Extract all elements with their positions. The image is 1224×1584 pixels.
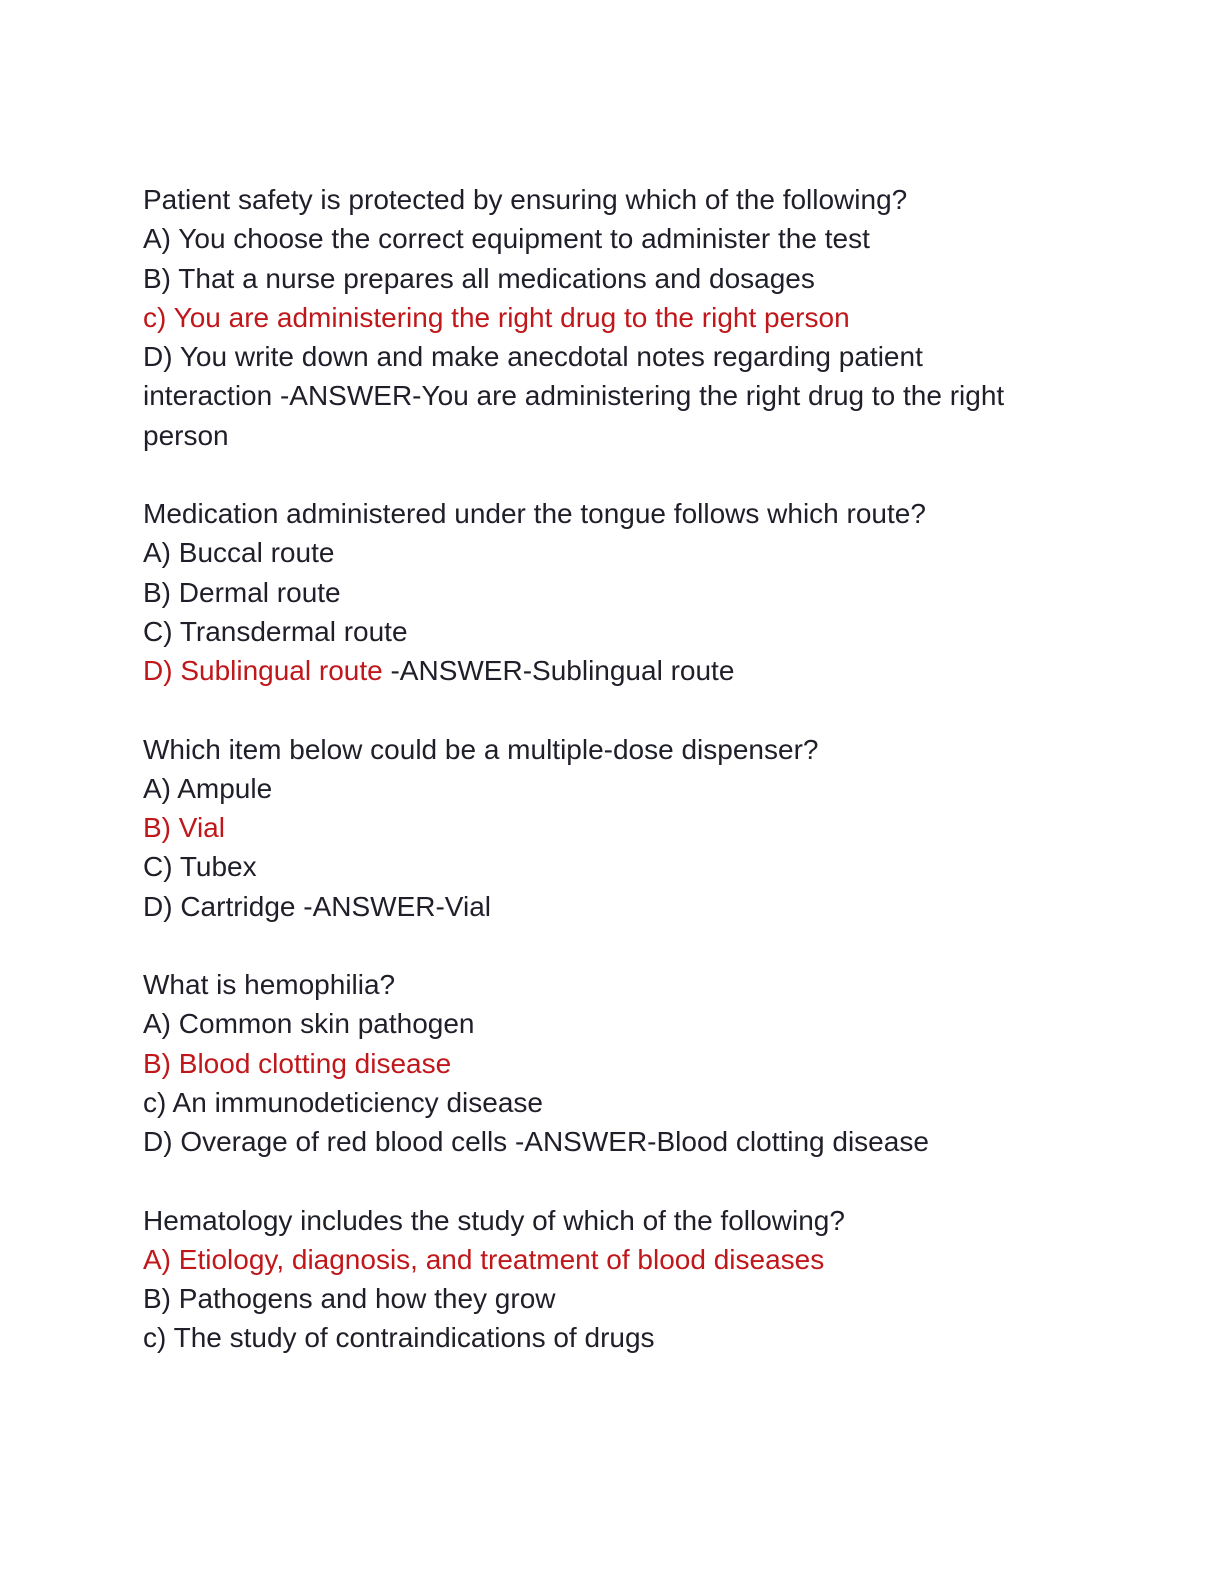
option-d-with-answer: D) Cartridge -ANSWER-Vial — [143, 890, 491, 922]
question-text: Patient safety is protected by ensuring which of the following? — [143, 184, 908, 215]
option-c: c) An immunodeticiency disease — [143, 1086, 543, 1118]
answer-suffix: -ANSWER-Sublingual route — [382, 655, 735, 687]
option-c: C) Transdermal route — [143, 615, 408, 647]
question-block-1 — [143, 180, 1103, 455]
option-d-with-answer: D) Overage of red blood cells -ANSWER-Blood clotting disease — [143, 1126, 929, 1158]
option-b: B) Pathogens and how they grow — [143, 1283, 556, 1315]
question-block-3 — [143, 730, 1103, 926]
question-text: Medication administered under the tongue follows which route? — [143, 498, 926, 530]
option-a: A) You choose the correct equipment to administer the test — [143, 223, 870, 255]
option-b: B) Dermal route — [143, 576, 341, 608]
option-a: A) Ampule — [143, 772, 273, 804]
question-text: Which item below could be a multiple-dose dispenser? — [143, 733, 819, 765]
question-block-2 — [143, 494, 1103, 690]
option-c: C) Tubex — [143, 851, 257, 883]
option-a: A) Common skin pathogen — [143, 1008, 475, 1040]
question-text: What is hemophilia? — [143, 969, 396, 1001]
option-d-with-answer — [143, 651, 1103, 690]
option-d-correct: D) Sublingual route — [143, 655, 383, 687]
option-a-correct: A) Etiology, diagnosis, and treatment of blood diseases — [143, 1243, 825, 1275]
option-c: c) The study of contraindications of drugs — [143, 1322, 655, 1354]
option-b-correct: B) Blood clotting disease — [143, 1047, 452, 1079]
question-text: Hematology includes the study of which of the following? — [143, 1204, 845, 1236]
option-a: A) Buccal route — [143, 537, 335, 569]
option-b-correct: B) Vial — [143, 812, 225, 844]
document-page — [143, 180, 1103, 1397]
option-d-line-2: interaction -ANSWER-You are administering the right drug to the right — [143, 380, 1005, 412]
question-block-4 — [143, 965, 1103, 1161]
option-b: B) That a nurse prepares all medications and dosages — [143, 262, 815, 294]
option-d-line-3: person — [143, 419, 229, 451]
question-block-5 — [143, 1201, 1103, 1358]
option-c-correct: c) You are administering the right drug to the right person — [143, 301, 850, 333]
option-d-line-1: D) You write down and make anecdotal notes regarding patient — [143, 341, 923, 373]
